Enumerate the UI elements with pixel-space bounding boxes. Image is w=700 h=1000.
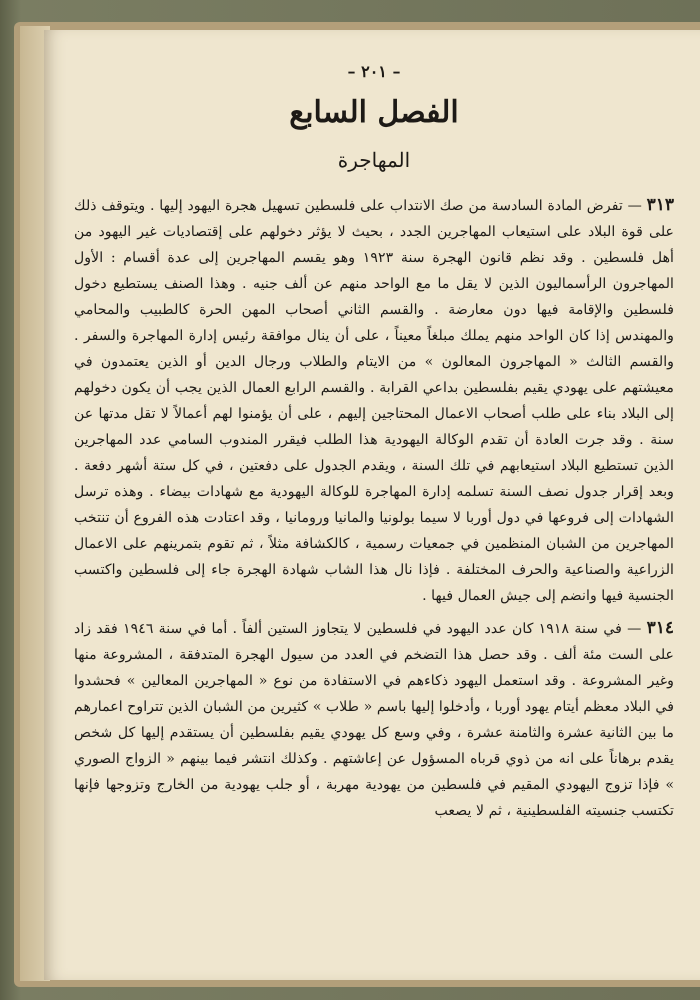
page-number: – ٢٠١ – <box>347 62 401 81</box>
chapter-title: الفصل السابع <box>289 95 459 130</box>
paragraph-text: — في سنة ١٩١٨ كان عدد اليهود في فلسطين لا يتجاوز الستين ألفاً . أما في سنة ١٩٤٦ فقد زاد على الست مئة ألف . وقد حصل هذا التضخم في العدد من سيول الهجرة المتدفقة ، المشروعة منها وغير المشروعة . وقد استعمل اليهود ذكاءهم في الاستفادة من نوع « المهاجرين المعالين » فحشدوا في البلاد معظم أيتام يهود أوربا ، وأدخلوا إليها باسم « طلاب » كثيرين من الشبان الذين تتراوح اعمارهم ما بين الثانية عشرة والثامنة عشرة ، وفي وسع كل يهودي يقيم بفلسطين أن يستقدم إليها كل شخص يقدم برهاناً على انه من ذوي قرباه المسؤول عن إعاشتهم . وكذلك انتشر فيما بينهم « الزواج الصوري » فإذا تزوج اليهودي المقيم في فلسطين من يهودية مهربة ، أو جلب يهودية من الخارج وتزوجها فإنها تكتسب جنسيته الفلسطينية ، ثم لا يصعب <box>74 621 674 819</box>
paragraph-text: — تفرض المادة السادسة من صك الانتداب على فلسطين تسهيل هجرة اليهود إليها . ويتوقف ذلك على قوة البلاد على استيعاب المهاجرين الجدد ، بحيث لا يؤثر دخولهم على إقتصاديات غير اليهود من أهل فلسطين . وقد نظم قانون الهجرة سنة ١٩٢٣ وهو يقسم المهاجرين إلى عدة أقسام : الأول المهاجرون الرأسماليون الذين لا يقل ما مع الواحد منهم عن ألف جنيه . وهذا الصنف يستطيع دخول فلسطين والإقامة فيها دون معارضة . والقسم الثاني أصحاب المهن الحرة كالطبيب والمحامي والمهندس إذا كان الواحد منهم يملك مبلغاً معيناً ، على أن ينال موافقة رئيس إدارة المهاجرة والسفر . والقسم الثالث « المهاجرون المعالون » من الايتام والطلاب ورجال الدين أو الذين يعتمدون في معيشتهم على يهودي يقيم بفلسطين بداعي القرابة . والقسم الرابع العمال الذين يجب أن يكون دخولهم إلى البلاد بناء على طلب أصحاب الاعمال المحتاجين إليهم ، على أن يؤمنوا لهم أعمالاً لا تقل مدتها عن سنة . وقد جرت العادة أن تقدم الوكالة اليهودية هذا الطلب فيقرر المندوب السامي عدد المهاجرين الذين تستطيع البلاد استيعابهم في تلك السنة ، ويقدم الجدول على دفعتين ، في كل ستة أشهر دفعة . وبعد إقرار جدول نصف السنة تسلمه إدارة المهاجرة للوكالة اليهودية مع شهادات بيضاء . وهذه ترسل الشهادات إلى فروعها في دول أوربا لا سيما بولونيا والمانيا ورومانيا ، وقد اعتادت هذه الفروع أن تنتخب المهاجرين من الشبان المنظمين في جمعيات رسمية ، كالكشافة مثلاً ، ثم تقوم بتمرينهم على الاعمال الزراعية والصناعية والحرف المختلفة . فإذا نال هذا الشاب شهادة الهجرة جاء إلى فلسطين واكتسب الجنسية فيها وانضم إلى جيش العمال فيها . <box>74 198 674 604</box>
paragraph-314 <box>74 615 674 824</box>
paragraph-number: ٣١٣ <box>646 195 674 215</box>
section-title: المهاجرة <box>337 148 411 172</box>
page-text-block <box>74 62 674 830</box>
paragraph-313 <box>74 192 674 609</box>
paragraph-number: ٣١٤ <box>646 618 674 638</box>
